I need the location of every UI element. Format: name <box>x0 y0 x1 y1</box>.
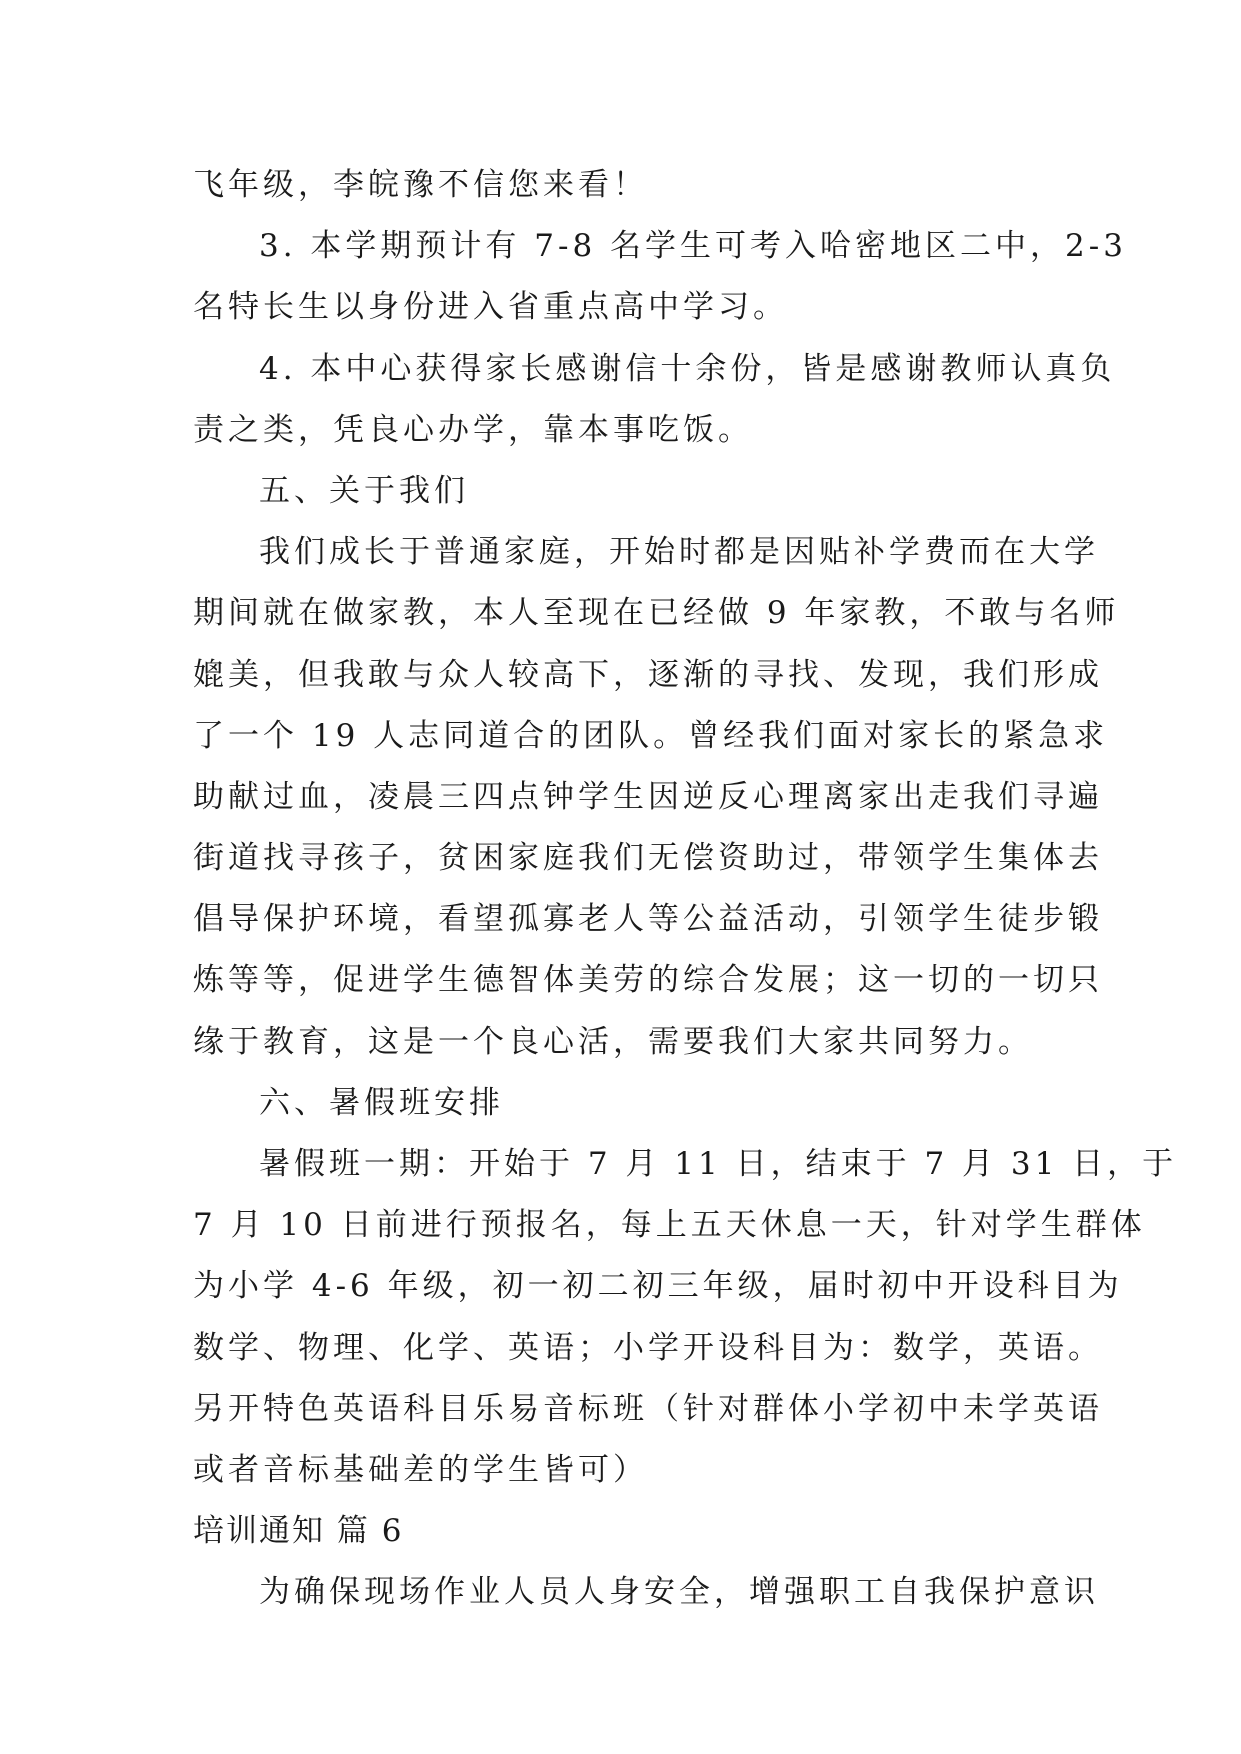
paragraph-line: 暑假班一期：开始于 7 月 11 日，结束于 7 月 31 日，于 <box>259 1146 1178 1182</box>
document-body <box>193 155 1178 1624</box>
list-item-3-line: 3. 本学期预计有 7-8 名学生可考入哈密地区二中，2-3 <box>259 228 1127 265</box>
paragraph-line: 了一个 19 人志同道合的团队。曾经我们面对家长的紧急求 <box>193 717 1109 754</box>
text-line: 飞年级，李皖豫不信您来看！ <box>193 167 648 203</box>
list-item-4-line: 4. 本中心获得家长感谢信十余份，皆是感谢教师认真负 <box>259 350 1116 387</box>
paragraph-line: 倡导保护环境，看望孤寡老人等公益活动，引领学生徒步锻 <box>193 901 1103 938</box>
text-line: 责之类，凭良心办学，靠本事吃饭。 <box>193 411 753 448</box>
article-title: 培训通知 篇 6 <box>193 1513 404 1550</box>
paragraph-line: 为确保现场作业人员人身安全，增强职工自我保护意识 <box>259 1574 1099 1611</box>
section-heading-summer-class: 六、暑假班安排 <box>259 1084 504 1121</box>
section-heading-about-us: 五、关于我们 <box>259 472 469 509</box>
paragraph-line: 7 月 10 日前进行预报名，每上五天休息一天，针对学生群体 <box>193 1207 1146 1244</box>
text-line: 名特长生以身份进入省重点高中学习。 <box>193 289 788 326</box>
paragraph-line: 为小学 4-6 年级，初一初二初三年级，届时初中开设科目为 <box>193 1268 1123 1305</box>
paragraph-line: 炼等等，促进学生德智体美劳的综合发展；这一切的一切只 <box>193 962 1103 999</box>
paragraph-line: 缘于教育，这是一个良心活，需要我们大家共同努力。 <box>193 1023 1033 1060</box>
paragraph-line: 另开特色英语科目乐易音标班（针对群体小学初中未学英语 <box>193 1390 1103 1427</box>
paragraph-line: 助献过血，凌晨三四点钟学生因逆反心理离家出走我们寻遍 <box>193 778 1103 815</box>
paragraph-line: 媲美，但我敢与众人较高下，逐渐的寻找、发现，我们形成 <box>193 656 1103 693</box>
paragraph-line: 我们成长于普通家庭，开始时都是因贴补学费而在大学 <box>259 534 1099 571</box>
paragraph-line: 期间就在做家教，本人至现在已经做 9 年家教，不敢与名师 <box>193 595 1120 632</box>
paragraph-line: 街道找寻孩子，贫困家庭我们无偿资助过，带领学生集体去 <box>193 840 1103 877</box>
paragraph-line: 数学、物理、化学、英语；小学开设科目为：数学，英语。 <box>193 1329 1103 1366</box>
paragraph-line: 或者音标基础差的学生皆可） <box>193 1451 648 1488</box>
